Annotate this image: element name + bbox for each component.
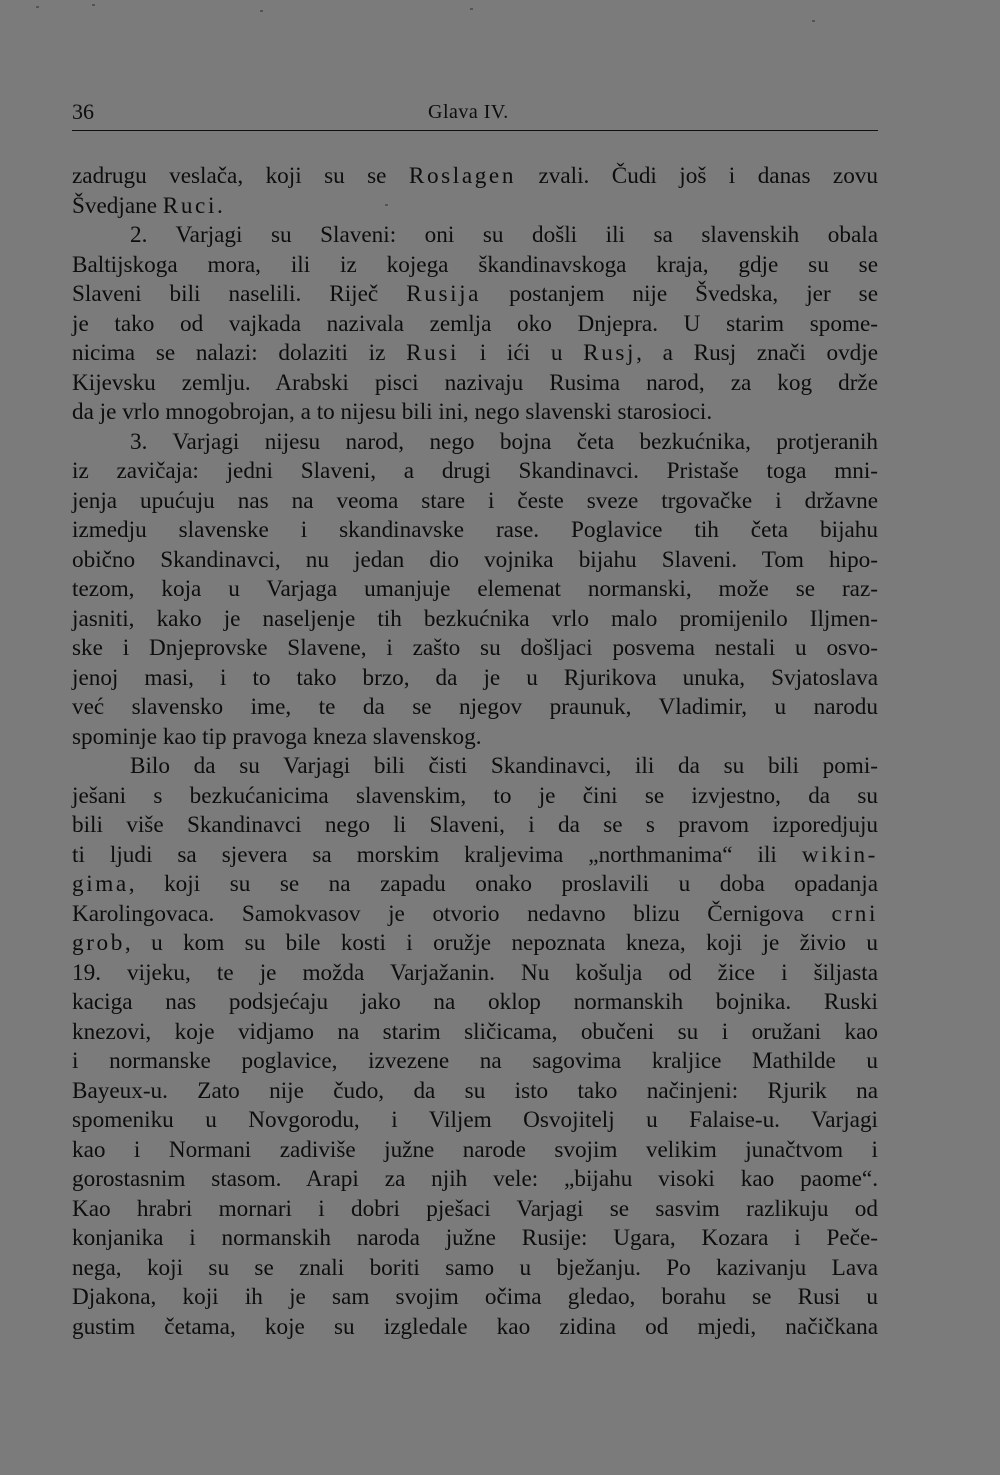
text-segment: tezom, koja u Varjaga umanjuje elemenat normanski, može se raz- <box>72 576 878 602</box>
text-segment: jenja upućuju nas na veoma stare i česte sveze trgovačke i državne <box>72 487 878 514</box>
text-segment: , a Rusj znači ovdje <box>636 340 879 366</box>
header-rule <box>72 130 878 131</box>
scan-speck <box>812 20 815 22</box>
spaced-emphasis: crni <box>831 900 878 927</box>
text-line <box>72 988 878 1018</box>
scan-speck <box>260 10 263 12</box>
text-segment: 19. vijeku, te je možda Varjažanin. Nu košulja od žice i šiljasta <box>72 959 878 986</box>
running-head: Glava IV. <box>428 101 509 123</box>
text-line <box>72 192 878 222</box>
text-segment: spominje kao tip pravoga kneza slavenskog. <box>72 723 482 750</box>
spaced-emphasis: Rusj <box>583 340 637 366</box>
text-line <box>72 1106 878 1136</box>
text-segment: zvali. Čudi još i danas zovu <box>516 163 878 189</box>
text-segment: da je vrlo mnogobrojan, a to nijesu bili ini, nego slavenski starosioci. <box>72 399 713 425</box>
text-segment: kao i Normani zadiviše južne narode svojim velikim junačtvom i <box>72 1136 878 1163</box>
text-segment: već slavensko ime, te da se njegov praunuk, Vladimir, u narodu <box>72 694 878 720</box>
text-segment: Slaveni bili naselili. Riječ <box>72 281 407 307</box>
text-line <box>72 900 878 930</box>
text-line <box>72 1136 878 1166</box>
spaced-emphasis: Rusija <box>406 281 482 307</box>
text-segment: Karolingovaca. Samokvasov je otvorio nedavno blizu Černigova <box>72 900 832 927</box>
text-line <box>72 723 878 753</box>
text-segment: 3. Varjagi nijesu narod, nego bojna četa bezkućnika, protjeranih <box>130 428 878 455</box>
text-line <box>72 162 878 192</box>
spaced-emphasis: grob <box>72 930 125 956</box>
text-line <box>72 487 878 517</box>
text-line <box>72 221 878 251</box>
text-segment: ješani s bezkućanicima slavenskim, to je čini se izvjestno, da su <box>72 782 878 809</box>
text-line <box>72 693 878 723</box>
text-segment: je tako od vajkada nazivala zemlja oko Dnjepra. U starim spome- <box>72 310 878 337</box>
spaced-emphasis: Roslagen <box>408 163 517 189</box>
text-segment: obično Skandinavci, nu jedan dio vojnika bijahu Slaveni. Tom hipo- <box>72 546 878 573</box>
body-text <box>72 162 878 1342</box>
text-segment: , u kom su bile kosti i oružje nepoznata kneza, koji je živio u <box>124 930 878 956</box>
text-line <box>72 1195 878 1225</box>
text-segment: , koji su se na zapadu onako proslavili u doba opadanja <box>128 871 878 897</box>
text-line <box>72 457 878 487</box>
text-segment: iz zavičaja: jedni Slaveni, a drugi Skandinavci. Pristaše toga mni- <box>72 458 878 484</box>
spaced-emphasis: Rusi <box>406 340 460 366</box>
text-line <box>72 1018 878 1048</box>
text-segment: Kao hrabri mornari i dobri pješaci Varjagi se sasvim razlikuju od <box>72 1195 878 1222</box>
text-line <box>72 752 878 782</box>
text-segment: Bayeux-u. Zato nije čudo, da su isto tako načinjeni: Rjurik na <box>72 1077 878 1104</box>
text-line <box>72 1077 878 1107</box>
text-segment: zadrugu veslača, koji su se <box>72 163 409 189</box>
text-line <box>72 1165 878 1195</box>
text-segment: 2. Varjagi su Slaveni: oni su došli ili sa slavenskih obala <box>130 222 878 248</box>
text-line <box>72 841 878 871</box>
text-segment: bili više Skandinavci nego li Slaveni, i da se s pravom izporedjuju <box>72 812 878 838</box>
spaced-emphasis: gima <box>72 871 129 897</box>
text-line <box>72 634 878 664</box>
text-line <box>72 664 878 694</box>
text-line <box>72 516 878 546</box>
text-segment: . <box>217 192 223 219</box>
scan-speck <box>470 8 473 10</box>
text-line <box>72 546 878 576</box>
text-line <box>72 428 878 458</box>
text-line <box>72 959 878 989</box>
text-line <box>72 870 878 900</box>
text-line <box>72 605 878 635</box>
text-segment: Bilo da su Varjagi bili čisti Skandinavci, ili da su bili pomi- <box>130 753 878 779</box>
scan-speck <box>36 6 39 8</box>
page-header <box>72 99 878 129</box>
text-line <box>72 929 878 959</box>
text-line <box>72 310 878 340</box>
text-segment: ske i Dnjeprovske Slavene, i zašto su došljaci posvema nestali u osvo- <box>72 635 878 661</box>
text-segment: postanjem nije Švedska, jer se <box>481 281 878 307</box>
text-segment: Švedjane <box>72 192 163 219</box>
text-line <box>72 369 878 399</box>
text-segment: kaciga nas podsjećaju jako na oklop normanskih bojnika. Ruski <box>72 989 878 1015</box>
text-segment: izmedju slavenske i skandinavske rase. Poglavice tih četa bijahu <box>72 517 878 543</box>
text-line <box>72 811 878 841</box>
text-segment: i ići u <box>459 340 584 366</box>
text-segment: nega, koji su se znali boriti samo u bježanju. Po kazivanju Lava <box>72 1254 878 1281</box>
scan-speck <box>92 4 95 6</box>
text-segment: gustim četama, koje su izgledale kao zidina od mjedi, načičkana <box>72 1313 878 1340</box>
text-line <box>72 1254 878 1284</box>
text-segment: gorostasnim stasom. Arapi za njih vele: „bijahu visoki kao paome“. <box>72 1166 878 1192</box>
text-line <box>72 251 878 281</box>
spaced-emphasis: Ruci <box>162 192 217 219</box>
text-segment: Kijevsku zemlju. Arabski pisci nazivaju Rusima narod, za kog drže <box>72 369 878 396</box>
text-line <box>72 1047 878 1077</box>
text-segment: jasniti, kako je naseljenje tih bezkućnika vrlo malo promijenilo Iljmen- <box>72 605 878 632</box>
text-line <box>72 339 878 369</box>
text-line <box>72 1283 878 1313</box>
text-segment: Baltijskoga mora, ili iz kojega škandinavskoga kraja, gdje su se <box>72 251 878 278</box>
text-segment: nicima se nalazi: dolaziti iz <box>72 340 407 366</box>
text-segment: spomeniku u Novgorodu, i Viljem Osvojitelj u Falaise-u. Varjagi <box>72 1107 878 1133</box>
text-segment: konjanika i normanskih naroda južne Rusije: Ugara, Kozara i Peče- <box>72 1225 878 1251</box>
text-line <box>72 280 878 310</box>
text-line <box>72 782 878 812</box>
text-segment: knezovi, koje vidjamo na starim sličicama, obučeni su i oružani kao <box>72 1018 878 1045</box>
text-line <box>72 1313 878 1343</box>
text-segment: jenoj masi, i to tako brzo, da je u Rjurikova unuka, Svjatoslava <box>72 664 878 691</box>
text-segment: Djakona, koji ih je sam svojim očima gledao, borahu se Rusi u <box>72 1284 878 1310</box>
page-number: 36 <box>72 99 94 124</box>
text-segment: ti ljudi sa sjevera sa morskim kraljevima „northmanima“ ili <box>72 841 802 868</box>
text-line <box>72 398 878 428</box>
text-line <box>72 575 878 605</box>
text-segment: i normanske poglavice, izvezene na sagovima kraljice Mathilde u <box>72 1048 878 1074</box>
text-line <box>72 1224 878 1254</box>
spaced-emphasis: wikin- <box>801 841 878 868</box>
